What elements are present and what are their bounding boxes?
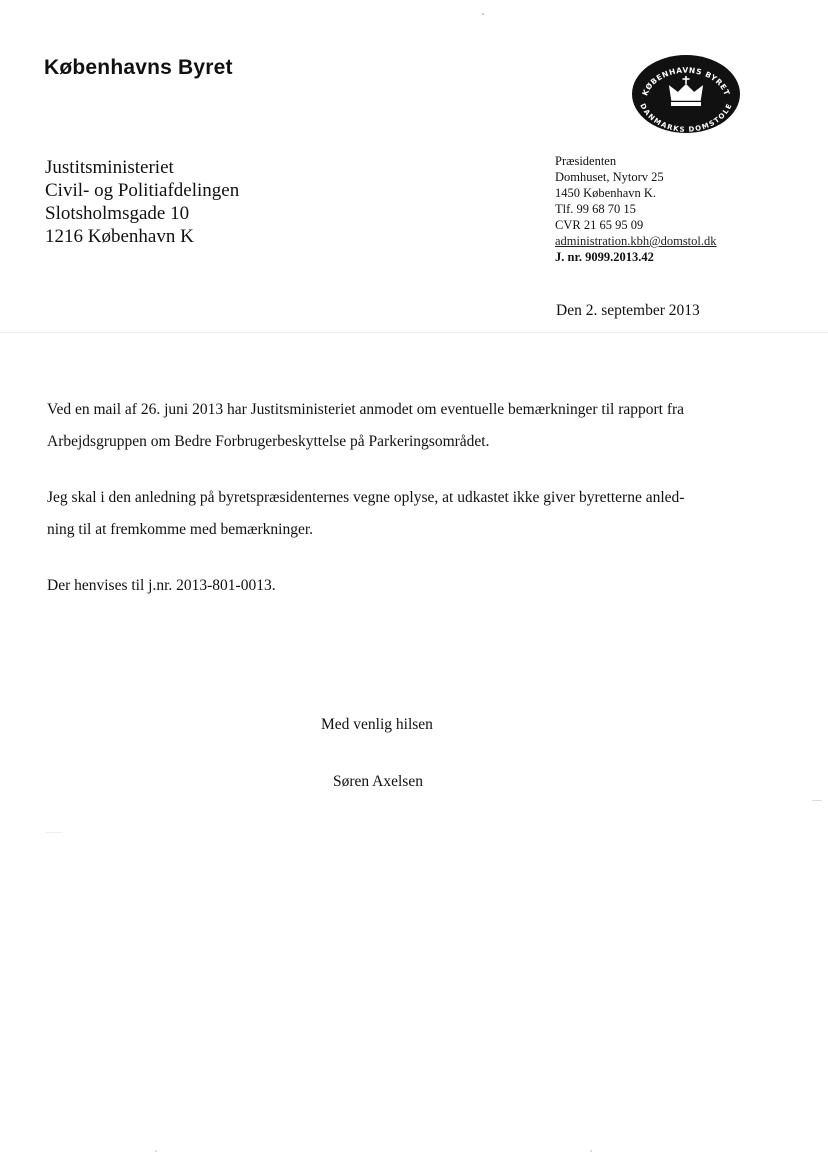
letter-date: Den 2. september 2013 [556,302,700,319]
court-name: Københavns Byret [44,56,233,79]
journal-number: J. nr. 9099.2013.42 [555,250,654,264]
recipient-line: Justitsministeriet [45,157,174,178]
scan-speck [812,800,822,801]
sender-cvr: CVR 21 65 95 09 [555,218,644,232]
court-seal-logo [631,54,741,134]
sender-email-link[interactable]: administration.kbh@domstol.dk [555,234,717,248]
closing-salutation: Med venlig hilsen [321,716,433,733]
sender-block [555,153,717,265]
scan-speck [482,13,484,15]
sender-phone: Tlf. 99 68 70 15 [555,202,636,216]
sender-role: Præsidenten [555,154,617,168]
svg-text:KØBENHAVNS BYRET: KØBENHAVNS BYRET [640,65,732,98]
body-paragraph-3 [47,570,747,602]
svg-text:DANMARKS DOMSTOLE: DANMARKS DOMSTOLE [638,102,734,134]
recipient-line: 1216 København K [45,226,194,247]
recipient-line: Civil- og Politiafdelingen [45,180,240,201]
fold-line [0,332,828,333]
scan-speck [46,832,62,833]
sender-address: Domhuset, Nytorv 25 [555,170,664,184]
signer-name: Søren Axelsen [333,773,423,790]
paragraph-line: Jeg skal i den anledning på byretspræsidenternes vegne oplyse, at udkastet ikke giver byretterne anled- [47,489,685,506]
scan-speck [590,1150,592,1152]
sender-city: 1450 København K. [555,186,657,200]
recipient-address [45,156,239,248]
paragraph-line: ning til at fremkomme med bemærkninger. [47,521,314,538]
recipient-line: Slotsholmsgade 10 [45,203,190,224]
scan-speck [155,1150,157,1152]
paragraph-line: Der henvises til j.nr. 2013-801-0013. [47,577,276,594]
paragraph-line: Arbejdsgruppen om Bedre Forbrugerbeskyttelse på Parkeringsområdet. [47,433,490,450]
body-paragraph-1 [47,394,747,458]
body-paragraph-2 [47,482,747,546]
paragraph-line: Ved en mail af 26. juni 2013 har Justitsministeriet anmodet om eventuelle bemærkninger til rapport fra [47,401,685,418]
